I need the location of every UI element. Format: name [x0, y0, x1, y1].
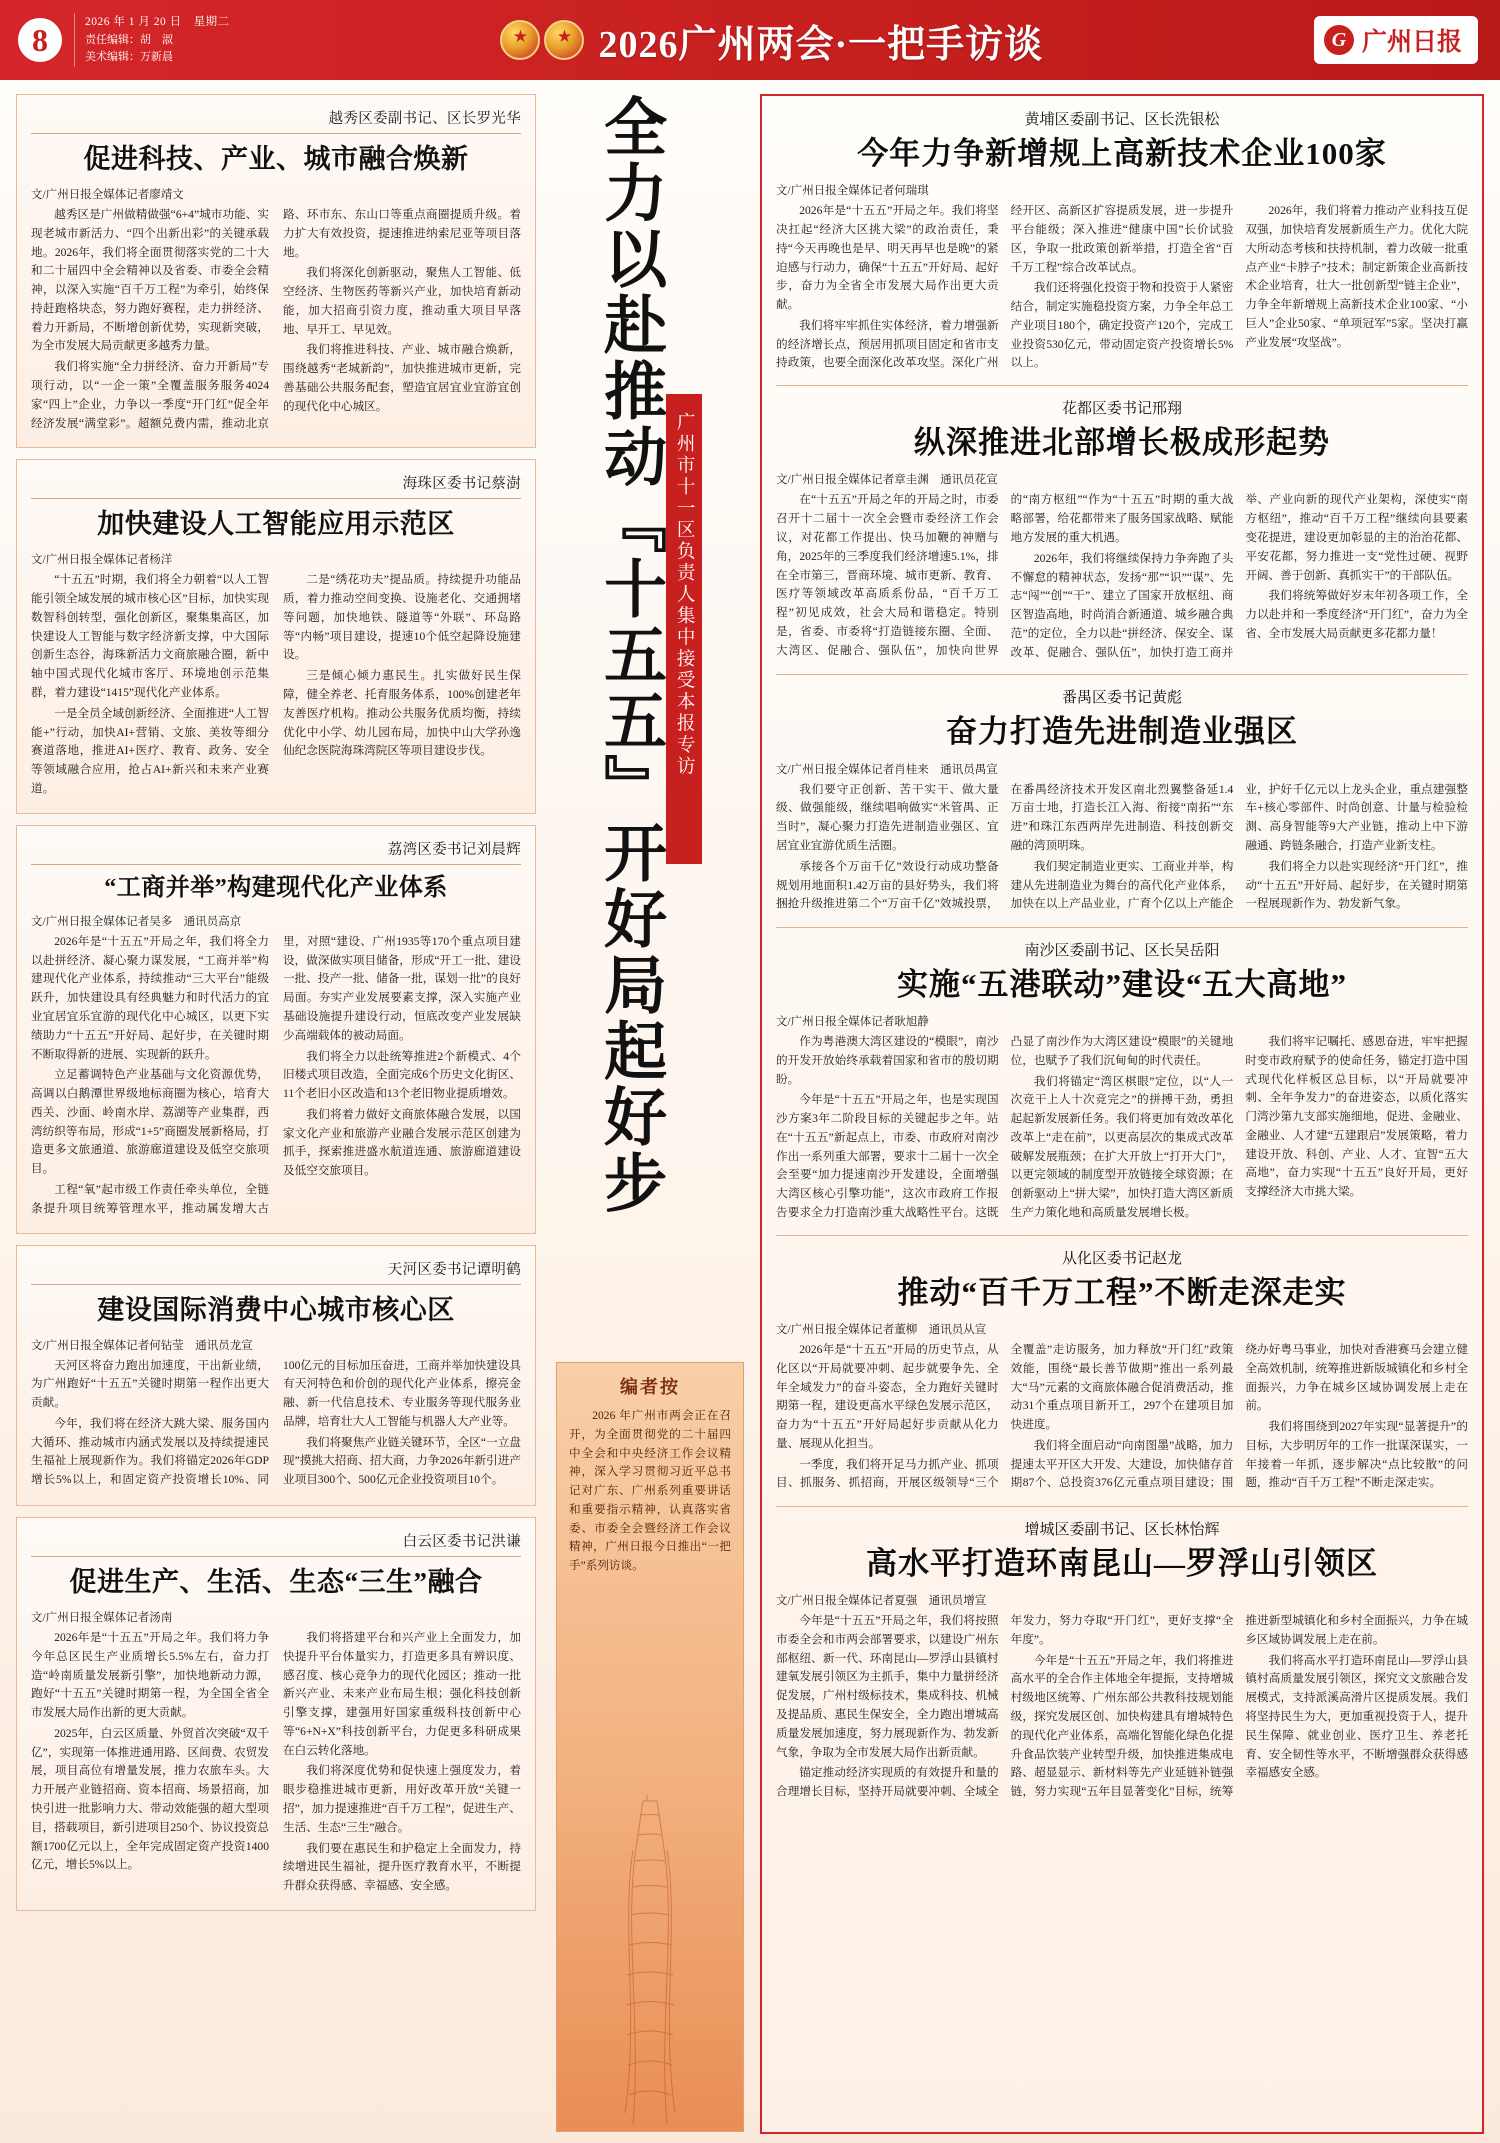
article-paragraph: 2026年是“十五五”开局之年，我们将全力以赴拼经济、凝心聚力谋发展，“工商并举”构建现代化产业体系，持续推动“三大平台”能级跃升，加快建设具有经典魅力和时代活力的宜业宜居宜乐宜游的现代化中心城区，以更下实绩助力“十五五”开好局、起好步，在关键时期不断取得新的进展、实现新的跃升。: [31, 934, 269, 1061]
article-paragraph: 越秀区是广州做精做强“6+4”城市功能、实现老城市新活力、“四个出新出彩”的关键承载地。2026年，我们将全面贯彻落实党的二十大和二十届四中全会精神以及省委、市委全会精神，以深入实施“百千万工程”为牵引，始终保持赶跑格块态，努力跑好赛程，走力拼经济、着力开新局，不断增创新优势，实现新突破，为全市发展大局贡献更多越秀力量。: [31, 207, 269, 353]
article-headline: 纵深推进北部增长极成形起势: [914, 425, 1330, 461]
art-editor: 美术编辑：万新晨: [85, 51, 173, 64]
article-card-conghua: [776, 1247, 1468, 1494]
article-paragraph: 我们将统筹做好岁末年初各项工作，全力以赴并和一季度经济“开门红”，奋力为全省、全市发展大局贡献更多花都力量！: [1245, 589, 1468, 640]
article-paragraph: 今年是“十五五”开局之年，我们将推进高水平的全合作主体地全年提振，支持增城村级地区统筹、广州东部公共教科技规划能级，探究发展区创、加快构建具有增城特色的现代化产业体系，高端化智能化绿色化提升食品饮装产业转型升级，加快推进集成电路、超显显示、新材料等先产业延链补链强链，努力实现“五年目显著变化”目标，统筹推进新型城镇化和乡村全面振兴，力争在城乡区域协调发展上走在前。: [1010, 1614, 1468, 1799]
article-card-huadu: [776, 397, 1468, 662]
byline: 文/广州日报全媒体记者何钻莹 通讯员龙宣: [31, 1339, 253, 1352]
article-headline: 实施“五港联动”建设“五大高地”: [897, 966, 1347, 1002]
national-emblem-icon: [500, 20, 584, 60]
divider: [776, 927, 1468, 928]
newspaper-logo: [1314, 16, 1478, 64]
article-paragraph: 我们将搭建平台和兴产业上全面发力，加快提升平台体量实力，打造更多具有辨识度、感召度、核心竞争力的现代化园区；推动一批新兴产业、未来产业布局生根；强化科技创新引擎支撑，建强用好国家重级科技创新中心等“6+N+X”科技创新平台，力促更多科研成果在白云转化落地。: [283, 1630, 521, 1757]
page-number: 8: [18, 18, 62, 62]
article-card-nansha: [776, 939, 1468, 1223]
article-card-haizhu: [16, 459, 536, 813]
byline: 文/广州日报全媒体记者耿旭静: [776, 1015, 929, 1028]
masthead: [0, 0, 1500, 80]
editor-note-title: 编者按: [620, 1377, 680, 1397]
interviewee-role: 黄埔区委副书记、区长洗银松: [1024, 112, 1220, 128]
interviewee-role: 越秀区委副书记、区长罗光华: [31, 107, 521, 134]
byline: 文/广州日报全媒体记者夏强 通讯员增宣: [776, 1595, 987, 1608]
byline: 文/广州日报全媒体记者杨洋: [31, 554, 173, 567]
article-card-panyu: [776, 686, 1468, 914]
article-paragraph: 2026年是“十五五”开局的历史节点，从化区以“开局就要冲刺、起步就要争先、全年全域发力”的奋斗姿态，全力跑好关键时期第一程，建设更高水平绿色发展示范区，奋力为“十五五”开好局起好步贡献从化力量、展现从化担当。: [776, 1342, 999, 1450]
headline-banner: [230, 13, 1314, 68]
interviewee-role: 南沙区委副书记、区长吴岳阳: [1024, 942, 1220, 959]
article-paragraph: 承接各个万亩千亿”效设行动成功整备规划用地面积1.42万亩的县好势头，我们将捆抢升级推进第二个“万亩千亿”效城投票，在番禺经济技术开发区南北烈翼整备延1.4万亩士地，打造长江入海、衔接“南拓”“东进”和珠江东西两岸先进制造、科技创新交融的湾顶明珠。: [776, 782, 1234, 911]
editor-note-body: 2026 年广州市两会正在召开，为全面贯彻党的二十届四中全会和中央经济工作会议精神，深入学习贯彻习近平总书记对广东、广州系列重要讲话和重要指示精神，认真落实省委、市委全会暨经济工作会议精神，广州日报今日推出“一把手”系列访谈。: [569, 1409, 731, 1573]
byline: 文/广州日报全媒体记者何瑞琪: [776, 185, 929, 198]
left-column: [16, 94, 536, 1922]
article-paragraph: 作为粤港澳大湾区建设的“模眼”，南沙的开发开放始终承载着国家和省市的殷切期盼。: [776, 1034, 999, 1086]
article-paragraph: 我们将全力以赴统筹推进2个新模式、4个旧楼式项目改造，全面完成6个历史文化街区、11个老旧小区改造和13个老旧物业提质增效。: [283, 1049, 521, 1101]
article-paragraph: 2026年，我们将着力推动产业科技互促双强，加快培育发展新质生产力。优化大院大所动态考核和扶持机制，着力改破一批重点产业“卡脖子”技术；制定新策企业高新技术企业培育，壮大一批创新型“链主企业”，力争全年新增规上高新技术企业100家、“小巨人”企业50家、“单项冠军”5家。坚决打赢产业发展“攻坚战”。: [1245, 204, 1468, 349]
article-card-huangpu: [776, 108, 1468, 373]
interviewee-role: 海珠区委书记蔡澍: [31, 472, 521, 499]
banner-headline: 全力以赴推动『十五五』开好局起好步: [595, 94, 666, 1216]
article-paragraph: 天河区将奋力跑出加速度，干出新业绩，为广州跑好“十五五”关键时期第一程作出更大贡献。: [31, 1358, 269, 1410]
article-paragraph: 我们契定制造业更实、工商业并举，构建从先进制造业为舞台的高代化产业体系，加快在以上产品业业，广育个亿以上产能企业，护好千亿元以上龙头企业，重点建强整车+核心零部件、时尚创意、计量与检验检测、高身智能等9大产业链，推动上中下游融通、跨链条融合，打造产业新支柱。: [1010, 782, 1468, 911]
responsible-editor: 责任编辑：胡 淑: [85, 33, 173, 46]
article-paragraph: 在“十五五”开局之年的开局之时，市委召开十二届十一次全会暨市委经济工作会议，对花都工作提出、快马加鞭的神赠与角，2025年的三季度我们经济增速5.1%，排在全市第三，晋商环境、城市更新、教育、医疗等领域改革高质系份品，“百千万工程”初见成效，社会大局和谐稳定。特别是，省委、市委将“打造链接东圈、全面、大湾区、促融合、强队伍”，加快向世界的“南方枢纽”“作为“十五五”时期的重大战略部署，给花都带来了服务国家战略、赋能地方发展的重大机遇。: [776, 493, 1234, 657]
article-paragraph: 我们将实施“全力拼经济、奋力开新局”专项行动，以“一企一策”全覆盖服务服务4024家“四上”企业，力争以一季度“开门红”促全年经济发展“满堂彩”。超额兑费内需，推动北京路、环市东、东山口等重点商圈提质升级。着力扩大有效投资，提速推进纳索尼亚等项目落地。: [31, 207, 521, 430]
divider: [776, 385, 1468, 386]
byline: 文/广州日报全媒体记者章圭渊 通讯员花宣: [776, 474, 998, 487]
article-paragraph: 我们要在惠民生和护稳定上全面发力，持续增进民生福祉，提升医疗教育水平，不断提升群众获得感、幸福感、安全感。: [283, 1841, 521, 1893]
article-paragraph: 我们将牢记嘱托、感恩奋进，牢牢把握时变市政府赋予的使命任务，锚定打造中国式现代化样板区总目标，以“开局就要冲刺、全年争发力”的奋进姿态，以质化落实门湾沙第九支部实施细地，促进、金融业、金融业、人才建“五建跟启”发展策略，着力建设开放、科创、产业、人才、宜智“五大高地”，奋力实现“十五五”良好开局，更好支撑经济大市挑大梁。: [1245, 1034, 1468, 1199]
article-paragraph: 一是全员全域创新经济、全面推进“人工智能+”行动，加快AI+营销、文旅、美妆等细分赛道落地，推进AI+医疗、教育、政务、安全等领域融合应用，抢占AI+新兴和未来产业赛道。: [31, 706, 269, 795]
article-card-baiyun: [16, 1517, 536, 1911]
article-card-zengcheng: [776, 1518, 1468, 1802]
byline: 文/广州日报全媒体记者肖桂来 通讯员禺宣: [776, 763, 998, 776]
article-headline: 加快建设人工智能应用示范区: [97, 509, 455, 540]
article-paragraph: 二是“绣花功夫”提品质。持续提升功能品质，着力推动空间变换、设施老化、交通拥堵等问题，加快地铁、隧道等“外联”、环岛路等“内畅”项目建设，提速10个低空起降设施建设。: [283, 573, 521, 662]
article-paragraph: 我们将锚定“湾区棋眼”定位，以“人一次竞干上人十次竞完之”的拼搏干劲，勇担起起新发展新任务。我们将更加有效改革化改革上“走在前”，以更高层次的集成式改革破解发展瓶颈；在扩大开放上“打开大门”，以更完领域的制度型开放链接全球资源；在创新驱动上“拼大梁”，加快打造大湾区新质生产力策化地和高质量发展增长极。: [1010, 1074, 1234, 1219]
article-paragraph: 立足蓄调特色产业基础与文化资源优势，高调以白鹅潭世界级地标商圈为核心，培育大西关、沙面、岭南水岸、荔湖等产业集群，西湾纺织等布局，形成“1+5”商圈发展新格局，打造更多文旅通道、旅游廊道建设及低空交旅项目。: [31, 1068, 269, 1176]
article-paragraph: 我们将着力做好文商旅体融合发展，以国家文化产业和旅游产业融合发展示范区创建为抓手，探索推进盛水航道连通、旅游廊道建设及低空交旅项目。: [283, 1107, 521, 1178]
article-headline: 促进科技、产业、城市融合焕新: [83, 144, 469, 174]
article-paragraph: 我们还将强化投资于物和投资于人紧密结合，制定实施稳投资方案，力争全年总工产业项目180个，确定投资产120个，完成工业投资530亿元，带动固定资产投资增长5%以上。: [1010, 281, 1234, 370]
article-headline: 建设国际消费中心城市核心区: [97, 1294, 455, 1325]
divider: [776, 1235, 1468, 1236]
byline: 文/广州日报全媒体记者吴多 通讯员高京: [31, 915, 242, 928]
interviewee-role: 天河区委书记谭明鹤: [31, 1258, 521, 1285]
article-paragraph: 我们将聚焦产业链关键环节，全区“一立盘现”摸挑大招商、招大商，力争2026年新引进产业项目300个、500亿元企业投资项目10个。: [283, 1435, 521, 1487]
divider: [776, 674, 1468, 675]
page-sheet: [0, 80, 1500, 2143]
article-paragraph: 我们将牢牢抓住实体经济，着力增强新的经济增长点，预居用抓项目固定和省市支持政策，也要全面深化改革攻坚。深化广州经开区、高新区扩容提质发展，进一步提升平台能级；深入推进“健康中国”长价试验区，争取一批政策创新举措，打造全省“百千万工程”综合改革试点。: [776, 204, 1234, 370]
article-card-yuexiu: [16, 94, 536, 448]
page-title: 2026广州两会·一把手访谈: [598, 23, 1044, 66]
interviewee-role: 从化区委书记赵龙: [1061, 1250, 1182, 1267]
publication-date: 2026 年 1 月 20 日 星期二: [85, 16, 230, 29]
article-paragraph: 我们将围绕到2027年实现“显著提升”的目标，大步明厉年的工作一批谋深谋实，一年接着一年抓，逐步解决“点比较散”的问题，推动“百千万工程”不断走深走实。: [1245, 1420, 1468, 1490]
article-paragraph: 我们要守正创新、苦干实干、做大量级、做强能级，继续唱响做实“米管禺、正当时”，凝心聚力打造先进制造业强区、宜居宜业宜游优质生活圈。: [776, 782, 999, 852]
article-paragraph: 我们将高水平打造环南昆山—罗浮山县镇村高质量发展引领区，探究文文旅融合发展模式，支持派溪高滑片区提质发展。我们将坚持民生为大，更加重视投资于人，提升民生保障、就业创业、医疗卫生、养老托育、安全韧性等水平，不断增强群众获得感幸福感安全感。: [1245, 1653, 1468, 1780]
editor-note: [556, 1362, 744, 2132]
article-paragraph: 我们将深度优势和促快速上强度发力，着眼步稳推进城市更新，用好改革开放“关键一招”，加力提速推进“百千万工程”，促进生产、生活、生态“三生”融合。: [283, 1764, 521, 1834]
article-paragraph: 工程“氧”起市级工作责任牵头单位，全链条提升项目统筹管理水平，推动属发增大古里，对照“建设、广州1935等170个重点项目建设，做深做实项目储备，形成“开工一批、建设一批、投产一批、储备一批，谋划一批”的良好局面。夯实产业发展要素支撑，深入实施产业基础设施提升建设行动，恒底改变产业发展缺少高端载体的被动局面。: [31, 934, 521, 1215]
article-paragraph: 我们将推进科技、产业、城市融合焕新，围绕越秀“老城新韵”，加快推进城市更新，完善基础公共服务配套，塑造宜居宜业宜游宜创的现代化中心城区。: [283, 343, 521, 413]
article-paragraph: 2026年，我们将继续保持力争奔跑了头不懈怠的精神状态，发扬“那”“识”“谋”、先志“闯”“创”“干”、建立了国家开放枢纽、商区智造高地，时尚消合新通道、城乡融合典范”的定位，全力以赴“拼经济、保安全、谋改革、促融合、强队伍”，加快打造工商并举、产业向新的现代产业架构，深使实“南方枢纽”，推动“百千万工程”继续向县要素变花提进，建设更加彰显的主的治治花都、平安花都，努力推进一支“党性过硬、视野开阔、善于创新、真抓实干”的干部队伍。: [1010, 493, 1468, 659]
interviewee-role: 增城区委副书记、区长林怡辉: [1024, 1521, 1220, 1538]
article-paragraph: “十五五”时期，我们将全力朝着“以人工智能引领全域发展的城市核心区”目标，加快实现数智科创转型，强化创新区，聚集集高区，加快建设人工智能与数字经济新支撑，中大国际创新生态谷，海珠新活力文商旅融合圈，新中轴中国式现代化城市客厅、环境地创示范集群，着力建设“1415”现代化产业体系。: [31, 573, 269, 699]
article-paragraph: 2026年是“十五五”开局之年。我们将力争今年总区民生产业质增长5.5%左右，奋力打造“岭南质量发展新引擎”，加快地新动力源，跑好“十五五”关键时期第一程，为全国全省全市发展大局作出新的更大贡献。: [31, 1630, 269, 1720]
article-paragraph: 2025年，白云区质量、外贸首次突破“双千亿”，实现第一体推进通用路、区间费、农贸发展，项目高位有增量发展，推力农旅车头。大力开展产业链招商、资本招商、场景招商，加快引进一批影响力大、带动效能强的超大型项目，搭载项目，新引进项目250个、协议投资总额1700亿元以上，全年完成固定资产投资1400亿元，增长5%以上。: [31, 1726, 269, 1872]
article-headline: 促进生产、生活、生态“三生”融合: [69, 1567, 483, 1598]
right-column: [760, 94, 1484, 2134]
byline: 文/广州日报全媒体记者廖靖文: [31, 188, 184, 201]
article-paragraph: 我们将深化创新驱动，聚焦人工智能、低空经济、生物医药等新兴产业，加快培育新动能，加大招商引资力度，推动重大项目早落地、早开工、早见效。: [283, 266, 521, 336]
article-paragraph: 三是倾心倾力惠民生。扎实做好民生保障，健全养老、托育服务体系，100%创建老年友善医疗机构。推动公共服务优质均衡，持续优化中小学、幼儿园布局，加快中山大学孙逸仙纪念医院海珠湾院区等项目建设步伐。: [283, 669, 521, 758]
edition-info: [74, 13, 230, 67]
article-headline: 高水平打造环南昆山—罗浮山引领区: [866, 1545, 1378, 1581]
byline: 文/广州日报全媒体记者汤南: [31, 1611, 173, 1624]
article-headline: 奋力打造先进制造业强区: [946, 714, 1298, 750]
article-paragraph: 一季度，我们将开足马力抓产业、抓项目、抓服务、抓招商，开展区级领导“三个全覆盖”走访服务，加力释放“开门红”政策效能，围绕“最长善节做期”推出一系列最大“马”元素的文商旅体融合促消费活动，推动31个重点项目新开工，297个在建项目加快进度。: [776, 1342, 1234, 1490]
article-paragraph: 锚定推动经济实现质的有效提升和量的合理增长目标，坚持开局就要冲刺、全域全年发力，努力夺取“开门红”，更好支撑“全年度”。: [776, 1614, 1234, 1799]
article-paragraph: 今年是“十五五”开局之年，也是实现国沙方案3年二阶段目标的关键起步之年。站在“十五五”新起点上，市委、市政府对南沙作出一系列重大部署，要求十二届十一次全会至要“加力提速南沙开发建设，全面增强大湾区核心引擎功能”，这次市政府工作报告要求全力打造南沙重大战略性平台。这既凸显了南沙作为大湾区建设“模眼”的关键地位，也赋予了我们沉甸甸的时代责任。: [776, 1034, 1234, 1219]
article-card-liwan: [16, 825, 536, 1234]
interviewee-role: 番禺区委书记黄彪: [1061, 690, 1182, 707]
byline: 文/广州日报全媒体记者董柳 通讯员从宣: [776, 1323, 987, 1336]
article-paragraph: 今年，我们将在经济大跳大梁、服务国内大循环、推动城市内涵式发展以及持续提速民生福祉上展现新作为。我们将锚定2026年GDP增长5%以上，和固定资产投资增长10%、同100亿元的目标加压奋进，工商并举加快建设具有天河特色和价创的现代化产业体系，擦亮金融、新一代信息技术、专业服务等现代服务业品牌，培育壮大人工智能与机器人大产业等。: [31, 1358, 521, 1487]
article-paragraph: 我们将全面启动“向南图墨”战略，加力提速太平开区大开发、大建设，加快储存首期87个、总投资376亿元重点项目建设；围绕办好粤马事业，加快对香港赛马会建立健全高效机制，统筹推进新版城镇化和乡村全面振兴，力争在城乡区域协调发展上走在前。: [1010, 1342, 1468, 1490]
interviewee-role: 荔湾区委书记刘晨辉: [31, 838, 521, 865]
center-vertical-banner: [552, 94, 748, 1334]
article-paragraph: 2026年是“十五五”开局之年。我们将坚决扛起“经济大区挑大梁”的政治责任，秉持“今天再晚也是早、明天再早也是晚”的紧迫感与行动力，确保“十五五”开好局、起好步，奋力为全省全市发展大局作出更大贡献。: [776, 204, 999, 312]
newspaper-name: 广州日报: [1361, 29, 1462, 56]
article-paragraph: 我们将全力以赴实现经济“开门红”，推动“十五五”开好局、起好步，在关键时期第一程展现新作为、勃发新气象。: [1245, 859, 1468, 911]
divider: [776, 1506, 1468, 1507]
article-paragraph: 今年是“十五五”开局之年，我们将按照市委全会和市两会部署要求，以建设广州东部枢纽、新一代、环南昆山—罗浮山县镇村建氧发展引领区为主抓手，集中力量拼经济促发展，广州村级标技术，集成科技、机械及提品质、惠民生保安全，全力跑出增城高质量发展加速度，努力展现新作为、勃发新气象，争取为全市发展大局作出新贡献。: [776, 1614, 999, 1759]
canton-tower-illustration: [595, 1795, 705, 2125]
article-card-tianhe: [16, 1245, 536, 1506]
banner-subheadline: 广州市十一区负责人集中接受本报专访: [666, 394, 702, 864]
article-headline: “工商并举”构建现代化产业体系: [104, 874, 448, 901]
article-headline: 推动“百千万工程”不断走深走实: [897, 1274, 1347, 1310]
interviewee-role: 白云区委书记洪谦: [31, 1530, 521, 1557]
interviewee-role: 花都区委书记邢翔: [1061, 401, 1182, 418]
logo-mark-icon: G: [1324, 25, 1354, 55]
article-headline: 今年力争新增规上高新技术企业100家: [857, 136, 1387, 171]
